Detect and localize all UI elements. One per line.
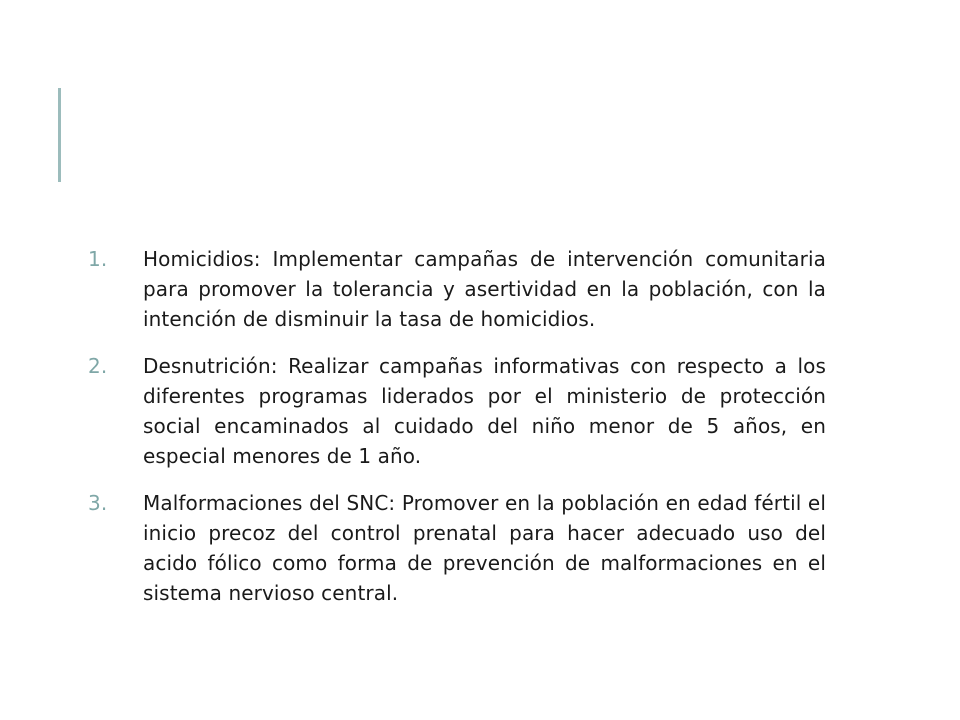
numbered-list bbox=[88, 244, 826, 608]
list-item bbox=[88, 244, 826, 334]
list-item bbox=[88, 351, 826, 471]
list-item-number: 1. bbox=[88, 247, 108, 271]
list-item-text: Malformaciones del SNC: Promover en la población en edad fértil el inicio precoz del control prenatal para hacer adecuado uso del acido fólico como forma de prevención de malformaciones en el sistema nervioso central. bbox=[143, 491, 826, 605]
list-item-number: 2. bbox=[88, 354, 108, 378]
list-item bbox=[88, 488, 826, 608]
accent-bar bbox=[58, 88, 61, 182]
list-item-text: Desnutrición: Realizar campañas informativas con respecto a los diferentes programas liderados por el ministerio de protección social encaminados al cuidado del niño menor de 5 años, en especial menores de 1 año. bbox=[143, 354, 826, 468]
slide-content bbox=[88, 244, 826, 625]
list-item-text: Homicidios: Implementar campañas de intervención comunitaria para promover la tolerancia y asertividad en la población, con la intención de disminuir la tasa de homicidios. bbox=[143, 247, 826, 331]
list-item-number: 3. bbox=[88, 491, 108, 515]
